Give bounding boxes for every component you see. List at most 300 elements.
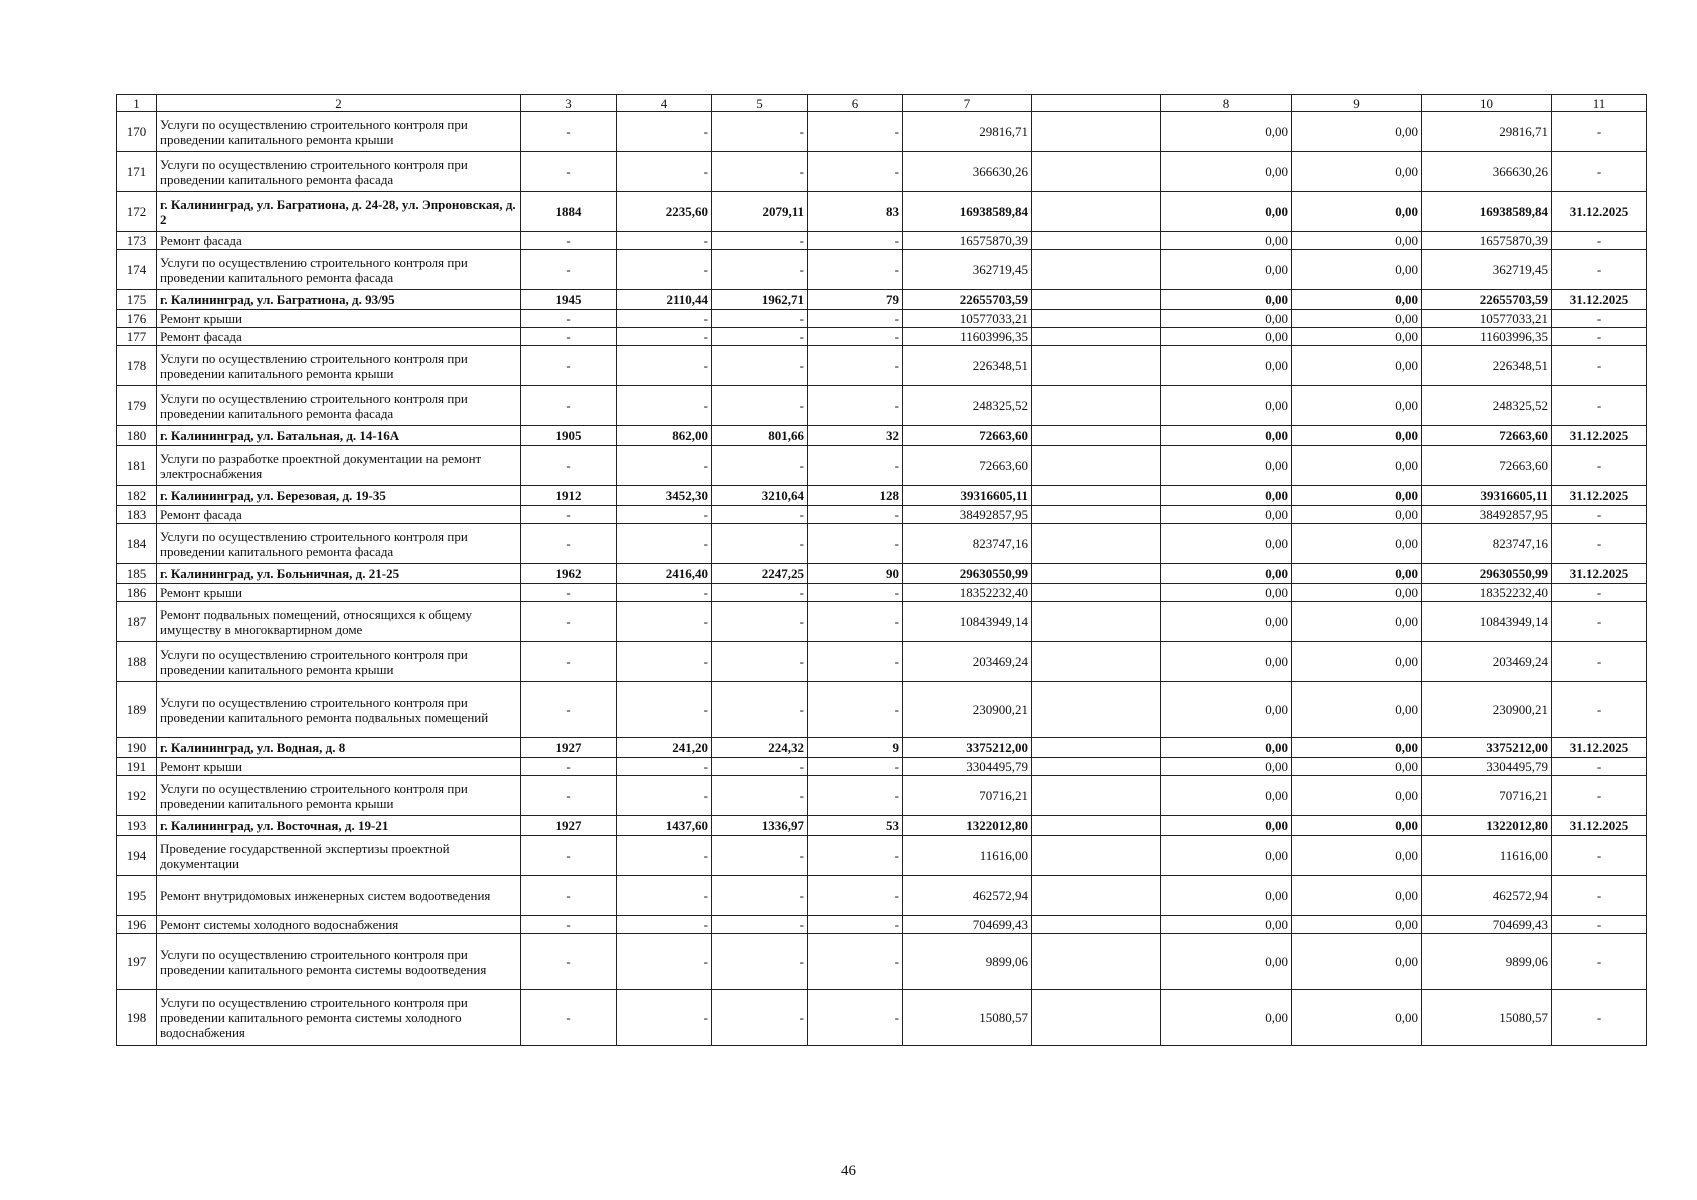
build-year: - <box>521 112 617 152</box>
total-cost: 39316605,11 <box>903 486 1032 506</box>
cost-col-10: 1322012,80 <box>1422 816 1552 836</box>
total-area: - <box>617 876 712 916</box>
empty-cell <box>1032 426 1161 446</box>
work-row <box>117 836 1647 876</box>
living-area: - <box>712 328 808 346</box>
cost-col-8: 0,00 <box>1161 816 1292 836</box>
residents-count: 9 <box>808 738 903 758</box>
cost-col-8: 0,00 <box>1161 776 1292 816</box>
total-area: - <box>617 386 712 426</box>
cost-col-9: 0,00 <box>1292 250 1422 290</box>
empty-cell <box>1032 682 1161 738</box>
cost-col-9: 0,00 <box>1292 112 1422 152</box>
work-row <box>117 524 1647 564</box>
row-description: Услуги по осуществлению строительного контроля при проведении капитального ремонта крыши <box>157 346 521 386</box>
completion-date: - <box>1552 602 1647 642</box>
completion-date: 31.12.2025 <box>1552 426 1647 446</box>
row-description: Услуги по осуществлению строительного контроля при проведении капитального ремонта крыши <box>157 776 521 816</box>
cost-col-8: 0,00 <box>1161 934 1292 990</box>
header-cell: 4 <box>617 95 712 112</box>
total-cost: 362719,45 <box>903 250 1032 290</box>
completion-date: 31.12.2025 <box>1552 738 1647 758</box>
residents-count: - <box>808 602 903 642</box>
work-row <box>117 112 1647 152</box>
completion-date: - <box>1552 232 1647 250</box>
total-cost: 230900,21 <box>903 682 1032 738</box>
row-number: 192 <box>117 776 157 816</box>
row-number: 174 <box>117 250 157 290</box>
total-area: 862,00 <box>617 426 712 446</box>
residents-count: - <box>808 232 903 250</box>
column-number-header <box>117 95 1647 112</box>
work-row <box>117 506 1647 524</box>
cost-col-9: 0,00 <box>1292 990 1422 1046</box>
header-cell: 10 <box>1422 95 1552 112</box>
address-row <box>117 486 1647 506</box>
build-year: - <box>521 990 617 1046</box>
work-row <box>117 250 1647 290</box>
completion-date: - <box>1552 990 1647 1046</box>
header-cell: 3 <box>521 95 617 112</box>
cost-col-9: 0,00 <box>1292 816 1422 836</box>
cost-col-9: 0,00 <box>1292 506 1422 524</box>
cost-col-9: 0,00 <box>1292 738 1422 758</box>
total-cost: 29816,71 <box>903 112 1032 152</box>
living-area: - <box>712 776 808 816</box>
residents-count: - <box>808 836 903 876</box>
build-year: - <box>521 386 617 426</box>
work-row <box>117 990 1647 1046</box>
cost-col-8: 0,00 <box>1161 738 1292 758</box>
total-area: 1437,60 <box>617 816 712 836</box>
cost-col-9: 0,00 <box>1292 232 1422 250</box>
completion-date: 31.12.2025 <box>1552 486 1647 506</box>
row-description: г. Калининград, ул. Больничная, д. 21-25 <box>157 564 521 584</box>
living-area: - <box>712 506 808 524</box>
cost-col-9: 0,00 <box>1292 192 1422 232</box>
residents-count: - <box>808 642 903 682</box>
total-area: - <box>617 836 712 876</box>
living-area: - <box>712 232 808 250</box>
completion-date: 31.12.2025 <box>1552 290 1647 310</box>
living-area: - <box>712 584 808 602</box>
total-area: 2110,44 <box>617 290 712 310</box>
cost-col-8: 0,00 <box>1161 524 1292 564</box>
cost-col-8: 0,00 <box>1161 486 1292 506</box>
cost-col-10: 11603996,35 <box>1422 328 1552 346</box>
empty-cell <box>1032 328 1161 346</box>
cost-col-8: 0,00 <box>1161 758 1292 776</box>
empty-cell <box>1032 602 1161 642</box>
row-description: Ремонт подвальных помещений, относящихся к общему имуществу в многоквартирном доме <box>157 602 521 642</box>
cost-col-10: 70716,21 <box>1422 776 1552 816</box>
cost-col-9: 0,00 <box>1292 916 1422 934</box>
completion-date: - <box>1552 506 1647 524</box>
row-number: 190 <box>117 738 157 758</box>
total-cost: 704699,43 <box>903 916 1032 934</box>
cost-col-8: 0,00 <box>1161 836 1292 876</box>
cost-col-9: 0,00 <box>1292 446 1422 486</box>
total-area: - <box>617 776 712 816</box>
row-number: 172 <box>117 192 157 232</box>
total-cost: 462572,94 <box>903 876 1032 916</box>
row-description: Услуги по осуществлению строительного контроля при проведении капитального ремонта фасада <box>157 524 521 564</box>
cost-col-9: 0,00 <box>1292 426 1422 446</box>
row-description: г. Калининград, ул. Березовая, д. 19-35 <box>157 486 521 506</box>
header-cell: 5 <box>712 95 808 112</box>
completion-date: - <box>1552 836 1647 876</box>
row-number: 195 <box>117 876 157 916</box>
build-year: - <box>521 232 617 250</box>
cost-col-10: 10843949,14 <box>1422 602 1552 642</box>
row-number: 198 <box>117 990 157 1046</box>
cost-col-10: 15080,57 <box>1422 990 1552 1046</box>
total-cost: 3375212,00 <box>903 738 1032 758</box>
row-description: Ремонт фасада <box>157 328 521 346</box>
works-table <box>116 94 1647 1046</box>
total-area: - <box>617 250 712 290</box>
empty-cell <box>1032 816 1161 836</box>
living-area: - <box>712 446 808 486</box>
empty-cell <box>1032 446 1161 486</box>
build-year: 1927 <box>521 816 617 836</box>
build-year: - <box>521 506 617 524</box>
completion-date: - <box>1552 250 1647 290</box>
row-number: 181 <box>117 446 157 486</box>
total-area: - <box>617 602 712 642</box>
residents-count: 53 <box>808 816 903 836</box>
cost-col-9: 0,00 <box>1292 346 1422 386</box>
cost-col-8: 0,00 <box>1161 290 1292 310</box>
completion-date: - <box>1552 152 1647 192</box>
empty-cell <box>1032 584 1161 602</box>
cost-col-9: 0,00 <box>1292 602 1422 642</box>
total-area: 2235,60 <box>617 192 712 232</box>
living-area: - <box>712 112 808 152</box>
total-area: - <box>617 506 712 524</box>
build-year: 1905 <box>521 426 617 446</box>
cost-col-8: 0,00 <box>1161 386 1292 426</box>
residents-count: - <box>808 446 903 486</box>
build-year: - <box>521 250 617 290</box>
build-year: - <box>521 328 617 346</box>
row-number: 179 <box>117 386 157 426</box>
header-cell: 6 <box>808 95 903 112</box>
empty-cell <box>1032 564 1161 584</box>
completion-date: - <box>1552 934 1647 990</box>
work-row <box>117 232 1647 250</box>
residents-count: 83 <box>808 192 903 232</box>
total-cost: 72663,60 <box>903 426 1032 446</box>
cost-col-8: 0,00 <box>1161 506 1292 524</box>
completion-date: 31.12.2025 <box>1552 192 1647 232</box>
cost-col-9: 0,00 <box>1292 328 1422 346</box>
cost-col-9: 0,00 <box>1292 934 1422 990</box>
cost-col-8: 0,00 <box>1161 990 1292 1046</box>
cost-col-8: 0,00 <box>1161 426 1292 446</box>
row-number: 184 <box>117 524 157 564</box>
cost-col-9: 0,00 <box>1292 310 1422 328</box>
empty-cell <box>1032 738 1161 758</box>
work-row <box>117 602 1647 642</box>
total-cost: 29630550,99 <box>903 564 1032 584</box>
empty-cell <box>1032 934 1161 990</box>
cost-col-10: 3304495,79 <box>1422 758 1552 776</box>
living-area: 224,32 <box>712 738 808 758</box>
cost-col-10: 462572,94 <box>1422 876 1552 916</box>
empty-cell <box>1032 836 1161 876</box>
header-cell: 11 <box>1552 95 1647 112</box>
header-cell: 8 <box>1161 95 1292 112</box>
cost-col-9: 0,00 <box>1292 642 1422 682</box>
total-cost: 38492857,95 <box>903 506 1032 524</box>
build-year: 1962 <box>521 564 617 584</box>
header-cell <box>1032 95 1161 112</box>
cost-col-9: 0,00 <box>1292 486 1422 506</box>
total-area: - <box>617 446 712 486</box>
work-row <box>117 876 1647 916</box>
living-area: - <box>712 836 808 876</box>
row-number: 177 <box>117 328 157 346</box>
cost-col-10: 18352232,40 <box>1422 584 1552 602</box>
cost-col-8: 0,00 <box>1161 310 1292 328</box>
total-cost: 70716,21 <box>903 776 1032 816</box>
row-description: г. Калининград, ул. Водная, д. 8 <box>157 738 521 758</box>
cost-col-8: 0,00 <box>1161 232 1292 250</box>
work-row <box>117 328 1647 346</box>
living-area: - <box>712 346 808 386</box>
total-area: - <box>617 758 712 776</box>
cost-col-8: 0,00 <box>1161 564 1292 584</box>
empty-cell <box>1032 776 1161 816</box>
living-area: - <box>712 758 808 776</box>
cost-col-10: 366630,26 <box>1422 152 1552 192</box>
build-year: - <box>521 776 617 816</box>
residents-count: - <box>808 524 903 564</box>
empty-cell <box>1032 152 1161 192</box>
row-number: 171 <box>117 152 157 192</box>
residents-count: - <box>808 682 903 738</box>
row-description: Услуги по осуществлению строительного контроля при проведении капитального ремонта крыши <box>157 642 521 682</box>
living-area: - <box>712 310 808 328</box>
row-description: Услуги по осуществлению строительного контроля при проведении капитального ремонта подвальных помещений <box>157 682 521 738</box>
total-area: 3452,30 <box>617 486 712 506</box>
cost-col-10: 38492857,95 <box>1422 506 1552 524</box>
residents-count: - <box>808 584 903 602</box>
living-area: - <box>712 642 808 682</box>
residents-count: - <box>808 916 903 934</box>
cost-col-10: 248325,52 <box>1422 386 1552 426</box>
row-description: Услуги по осуществлению строительного контроля при проведении капитального ремонта фасада <box>157 250 521 290</box>
work-row <box>117 386 1647 426</box>
row-number: 185 <box>117 564 157 584</box>
cost-col-8: 0,00 <box>1161 328 1292 346</box>
total-cost: 72663,60 <box>903 446 1032 486</box>
total-cost: 10843949,14 <box>903 602 1032 642</box>
residents-count: 90 <box>808 564 903 584</box>
cost-col-10: 11616,00 <box>1422 836 1552 876</box>
cost-col-10: 72663,60 <box>1422 426 1552 446</box>
build-year: - <box>521 682 617 738</box>
header-cell: 1 <box>117 95 157 112</box>
residents-count: - <box>808 934 903 990</box>
empty-cell <box>1032 916 1161 934</box>
empty-cell <box>1032 310 1161 328</box>
cost-col-8: 0,00 <box>1161 250 1292 290</box>
total-cost: 22655703,59 <box>903 290 1032 310</box>
living-area: 1336,97 <box>712 816 808 836</box>
living-area: - <box>712 876 808 916</box>
total-cost: 11603996,35 <box>903 328 1032 346</box>
work-row <box>117 584 1647 602</box>
row-number: 182 <box>117 486 157 506</box>
total-area: - <box>617 916 712 934</box>
row-number: 173 <box>117 232 157 250</box>
completion-date: - <box>1552 758 1647 776</box>
residents-count: - <box>808 112 903 152</box>
row-number: 186 <box>117 584 157 602</box>
row-number: 187 <box>117 602 157 642</box>
build-year: - <box>521 446 617 486</box>
total-area: - <box>617 310 712 328</box>
empty-cell <box>1032 346 1161 386</box>
row-description: Ремонт крыши <box>157 758 521 776</box>
row-number: 170 <box>117 112 157 152</box>
total-area: - <box>617 642 712 682</box>
cost-col-10: 22655703,59 <box>1422 290 1552 310</box>
residents-count: 32 <box>808 426 903 446</box>
total-area: - <box>617 682 712 738</box>
cost-col-8: 0,00 <box>1161 916 1292 934</box>
row-description: Услуги по осуществлению строительного контроля при проведении капитального ремонта фасада <box>157 386 521 426</box>
completion-date: - <box>1552 346 1647 386</box>
cost-col-10: 9899,06 <box>1422 934 1552 990</box>
cost-col-8: 0,00 <box>1161 642 1292 682</box>
cost-col-8: 0,00 <box>1161 876 1292 916</box>
row-number: 178 <box>117 346 157 386</box>
page-number: 46 <box>841 1163 856 1179</box>
total-area: - <box>617 990 712 1046</box>
total-area: - <box>617 584 712 602</box>
cost-col-9: 0,00 <box>1292 386 1422 426</box>
cost-col-10: 39316605,11 <box>1422 486 1552 506</box>
cost-col-9: 0,00 <box>1292 584 1422 602</box>
row-number: 183 <box>117 506 157 524</box>
residents-count: - <box>808 990 903 1046</box>
row-description: г. Калининград, ул. Багратиона, д. 93/95 <box>157 290 521 310</box>
row-description: Проведение государственной экспертизы проектной документации <box>157 836 521 876</box>
living-area: 3210,64 <box>712 486 808 506</box>
cost-col-8: 0,00 <box>1161 584 1292 602</box>
cost-col-10: 704699,43 <box>1422 916 1552 934</box>
cost-col-10: 3375212,00 <box>1422 738 1552 758</box>
living-area: - <box>712 152 808 192</box>
empty-cell <box>1032 876 1161 916</box>
table-body <box>117 95 1647 1046</box>
residents-count: 128 <box>808 486 903 506</box>
completion-date: - <box>1552 876 1647 916</box>
cost-col-8: 0,00 <box>1161 192 1292 232</box>
header-cell: 2 <box>157 95 521 112</box>
cost-col-10: 823747,16 <box>1422 524 1552 564</box>
cost-col-10: 226348,51 <box>1422 346 1552 386</box>
residents-count: - <box>808 152 903 192</box>
document-sheet <box>116 94 1647 1046</box>
work-row <box>117 642 1647 682</box>
total-area: - <box>617 232 712 250</box>
row-number: 193 <box>117 816 157 836</box>
row-description: г. Калининград, ул. Багратиона, д. 24-28, ул. Эпроновская, д. 2 <box>157 192 521 232</box>
living-area: - <box>712 602 808 642</box>
residents-count: 79 <box>808 290 903 310</box>
address-row <box>117 426 1647 446</box>
total-area: - <box>617 112 712 152</box>
build-year: 1927 <box>521 738 617 758</box>
completion-date: - <box>1552 776 1647 816</box>
empty-cell <box>1032 758 1161 776</box>
cost-col-8: 0,00 <box>1161 152 1292 192</box>
cost-col-8: 0,00 <box>1161 446 1292 486</box>
living-area: - <box>712 386 808 426</box>
residents-count: - <box>808 776 903 816</box>
living-area: - <box>712 916 808 934</box>
empty-cell <box>1032 250 1161 290</box>
row-description: Услуги по осуществлению строительного контроля при проведении капитального ремонта системы водоотведения <box>157 934 521 990</box>
row-description: Ремонт крыши <box>157 584 521 602</box>
work-row <box>117 346 1647 386</box>
empty-cell <box>1032 524 1161 564</box>
header-cell: 9 <box>1292 95 1422 112</box>
living-area: 2247,25 <box>712 564 808 584</box>
total-cost: 10577033,21 <box>903 310 1032 328</box>
address-row <box>117 192 1647 232</box>
empty-cell <box>1032 386 1161 426</box>
build-year: - <box>521 934 617 990</box>
total-cost: 16575870,39 <box>903 232 1032 250</box>
cost-col-10: 16575870,39 <box>1422 232 1552 250</box>
living-area: 1962,71 <box>712 290 808 310</box>
living-area: - <box>712 524 808 564</box>
work-row <box>117 916 1647 934</box>
cost-col-8: 0,00 <box>1161 682 1292 738</box>
build-year: - <box>521 524 617 564</box>
build-year: - <box>521 584 617 602</box>
total-area: - <box>617 328 712 346</box>
row-number: 189 <box>117 682 157 738</box>
build-year: 1912 <box>521 486 617 506</box>
cost-col-9: 0,00 <box>1292 524 1422 564</box>
row-number: 197 <box>117 934 157 990</box>
cost-col-8: 0,00 <box>1161 602 1292 642</box>
work-row <box>117 776 1647 816</box>
completion-date: - <box>1552 328 1647 346</box>
build-year: - <box>521 642 617 682</box>
work-row <box>117 446 1647 486</box>
empty-cell <box>1032 990 1161 1046</box>
cost-col-9: 0,00 <box>1292 876 1422 916</box>
row-description: Ремонт крыши <box>157 310 521 328</box>
empty-cell <box>1032 506 1161 524</box>
total-area: 2416,40 <box>617 564 712 584</box>
cost-col-9: 0,00 <box>1292 564 1422 584</box>
row-description: Ремонт фасада <box>157 232 521 250</box>
empty-cell <box>1032 486 1161 506</box>
build-year: - <box>521 758 617 776</box>
work-row <box>117 682 1647 738</box>
header-cell: 7 <box>903 95 1032 112</box>
total-cost: 9899,06 <box>903 934 1032 990</box>
build-year: - <box>521 310 617 328</box>
